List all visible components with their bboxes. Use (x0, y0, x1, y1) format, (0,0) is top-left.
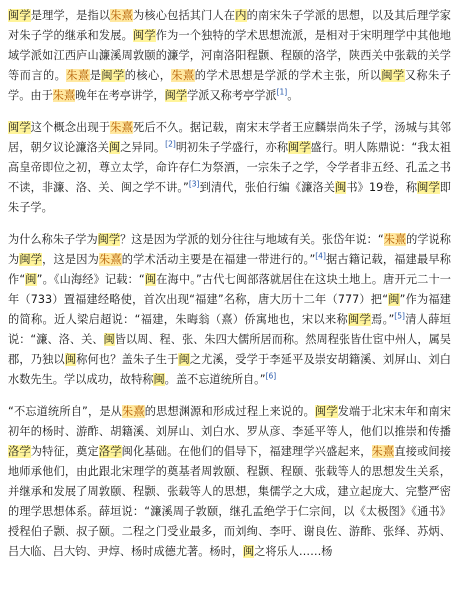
footnote-ref[interactable]: [4] (315, 251, 326, 261)
text-run: 称何也？盖朱子生于 (76, 353, 179, 366)
text-run: 明初朱子学盛行，亦称 (175, 141, 289, 154)
text-run: 发端于北宋末年和南宋初年的杨时、游酢、胡籍溪、刘屏山、刘白水、罗从彦、李延平等人，他们以推崇和传播 (8, 405, 451, 438)
highlighted-keyword: 闽学 (19, 253, 43, 266)
text-run: 之异同。 (120, 141, 166, 154)
highlighted-keyword: 闽学 (417, 181, 440, 194)
highlighted-name: 朱熹 (110, 121, 134, 134)
footnote-ref[interactable]: [5] (394, 311, 405, 321)
text-run: 的核心， (124, 69, 172, 82)
highlighted-name: 朱熹 (371, 445, 395, 458)
highlighted-keyword: 洛学 (8, 445, 31, 458)
text-run: 到清代，张伯行编《濂洛关 (199, 181, 336, 194)
highlighted-keyword: 闽学 (381, 69, 405, 82)
highlighted-keyword: 闽学 (133, 29, 156, 42)
highlighted-keyword: 闽 (64, 353, 77, 366)
highlighted-name: 朱熹 (171, 69, 195, 82)
text-run: 之尤溪，受学于李延平及崇安胡籍溪、刘屏山、刘白水数先生。学以成功，故特称 (8, 353, 451, 386)
text-run: 又称朱子学。由于 (8, 69, 451, 102)
highlighted-keyword: 闽 (103, 333, 115, 346)
highlighted-keyword: 闽 (178, 353, 190, 366)
footnote-ref[interactable]: [3] (188, 179, 200, 189)
text-run: 清人薛垣说：“濂、洛、关、 (8, 313, 451, 346)
highlighted-name: 朱熹 (122, 405, 145, 418)
footnote-ref[interactable]: [6] (265, 371, 277, 381)
text-run: 的学说称为 (8, 233, 451, 266)
paragraph-2 (8, 118, 451, 218)
text-run: 晚年在考亭讲学， (75, 89, 165, 102)
text-run: 直接或间接地师承他们，由此跟北宋理学的奠基者周敦颐、程颢、程颐、张载等人的思想发生关系，并继承和发展了周敦颐、程颢、张载等人的思想，集儒学之大成，建立起庞大、完整严密的理学思想体系。薛垣说：“濂溪周子敦颐，继孔孟绝学于仁宗间，以《太极图》《通书》授程伯子颢、叔子颐。二程之门受业最多，而刘绚、李吁、谢良佐、游酢、张绎、苏炳、吕大临、吕大钧、尹焞、杨时成德尤著。杨时， (8, 445, 451, 558)
highlighted-keyword: 闽学 (97, 233, 121, 246)
text-run: “不忘道统所自”，是从 (8, 405, 123, 418)
highlighted-keyword: 闽 (242, 545, 255, 558)
highlighted-keyword: 内 (235, 9, 247, 22)
text-run: 为什么称朱子学为 (8, 233, 98, 246)
paragraph-3 (8, 230, 451, 390)
highlighted-name: 朱熹 (52, 89, 76, 102)
text-run: 的学术思想是学派的学术主张，所以 (194, 69, 382, 82)
highlighted-keyword: 闽 (153, 373, 165, 386)
text-run: 焉。” (371, 313, 395, 326)
highlighted-keyword: 闽学 (314, 405, 338, 418)
text-run: 。盖不忘道统所自。” (164, 373, 266, 386)
footnote-ref[interactable]: [1] (276, 87, 288, 97)
paragraph-3-text (8, 230, 451, 390)
text-run: 的学术活动主要是在福建一带进行的。” (121, 253, 316, 266)
text-run: ”。《山海经》记载：“ (36, 273, 145, 286)
paragraph-1-text (8, 6, 451, 106)
text-run: 盛行。明人陈鼎说：“我太祖高皇帝即位之初，尊立太学，命许存仁为祭酒，一宗朱子之学，令学者非五经、孔孟之书不读，非濂、洛、关、闽之学不讲。” (8, 141, 451, 194)
highlighted-keyword: 闽学 (164, 89, 188, 102)
highlighted-keyword: 闽学 (348, 313, 372, 326)
text-run: 。 (287, 89, 299, 102)
paragraph-4-text (8, 402, 451, 562)
text-run: 在海中。”古代七闽部落就居住在这块土地上。唐开元二十一年（733）置福建经略使，首次出现“福建”名称，唐大历十二年（777）把“ (8, 273, 451, 306)
highlighted-keyword: 闽学 (288, 141, 311, 154)
text-run: 作为一个独特的学术思想流派，是相对于宋明理学中其他地域学派如江西庐山濂溪周敦颐的濂学，河南洛阳程颢、程颐的洛学，陕西关中张载的关学等而言的。 (8, 29, 451, 82)
text-run: 为特征，奠定 (30, 445, 99, 458)
highlighted-keyword: 闽 (144, 273, 157, 286)
text-run: 闽化基础。在他们的倡导下，福建理学兴盛起来， (121, 445, 372, 458)
highlighted-name: 朱熹 (66, 69, 90, 82)
highlighted-keyword: 闽学 (8, 121, 31, 134)
paragraph-4 (8, 402, 451, 562)
text-run: ，这是因为 (42, 253, 99, 266)
text-run: 是理学，是指以 (30, 9, 111, 22)
text-run: 是 (89, 69, 102, 82)
highlighted-keyword: 闽 (109, 141, 121, 154)
text-run: 这个概念出现于 (30, 121, 111, 134)
text-run: 学派又称考亭学派 (187, 89, 277, 102)
paragraph-2-text (8, 118, 451, 218)
highlighted-name: 朱熹 (110, 9, 133, 22)
paragraph-1 (8, 6, 451, 106)
highlighted-keyword: 闽 (388, 293, 400, 306)
highlighted-keyword: 洛学 (98, 445, 122, 458)
text-run: 据古籍记载，福建最早称作“ (8, 253, 451, 286)
text-run: 之将乐人……杨 (254, 545, 333, 558)
text-run: ”作为福建的简称。近人梁启超说：“福建，朱晦翁（熹）侨寓地也，宋以来称 (8, 293, 451, 326)
highlighted-keyword: 闽学 (8, 9, 31, 22)
text-run: 的南宋朱子学派的思想，以及其后理学家对朱子学的继承和发展。 (8, 9, 451, 42)
highlighted-name: 朱熹 (98, 253, 122, 266)
highlighted-keyword: 闽 (335, 181, 347, 194)
text-run: ？这是因为学派的划分往往与地域有关。张岱年说：“ (120, 233, 384, 246)
footnote-ref[interactable]: [2] (165, 139, 176, 149)
text-run: 书》19卷，称 (346, 181, 418, 194)
text-run: 为核心包括其门人在 (133, 9, 236, 22)
highlighted-keyword: 闽学 (101, 69, 125, 82)
text-run: 的思想渊源和形成过程上来说的。 (144, 405, 315, 418)
text-run: 死后不久。据记载，南宋末学者王应麟崇尚朱子学，汤城与其邻居，朝夕议论濂洛关 (8, 121, 451, 154)
highlighted-name: 朱熹 (383, 233, 407, 246)
text-run: 即朱子学。 (8, 181, 451, 214)
text-run: 皆以周、程、张、朱四大儒所居而称。然周程张皆仕宦中州人，属吴郡，乃独以 (8, 333, 451, 366)
highlighted-keyword: 闽 (25, 273, 37, 286)
